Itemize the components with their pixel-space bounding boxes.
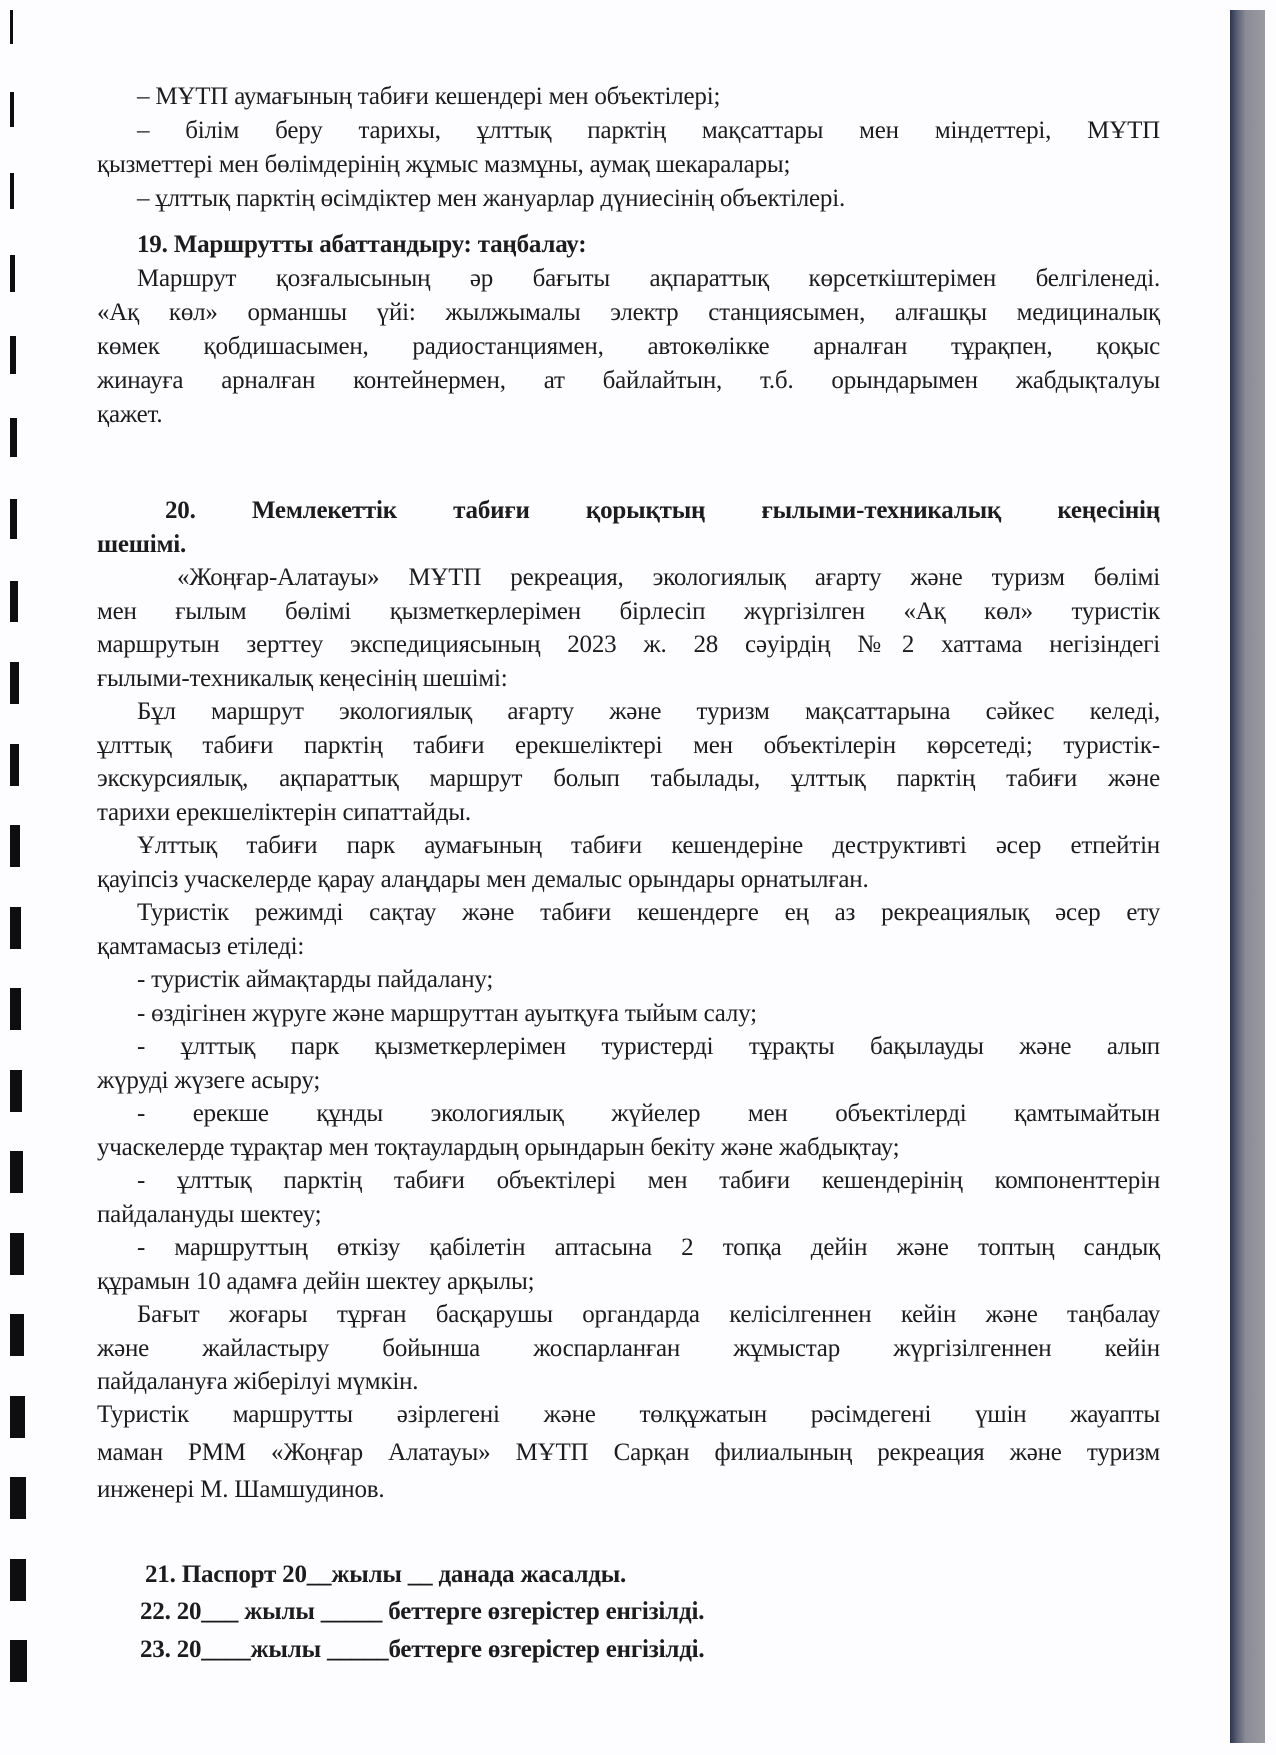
binding-hole	[10, 336, 16, 374]
paragraph-line: жүруді жүзеге асыру;	[97, 1067, 321, 1094]
paragraph-line: Ұлттық табиғи парк аумағының табиғи кешендеріне деструктивті әсер етпейтін	[137, 832, 1160, 859]
binding-hole	[10, 1070, 22, 1112]
binding-hole	[10, 662, 19, 704]
paragraph-line: қамтамасыз етіледі:	[97, 933, 305, 960]
paragraph-line: пайдалануды шектеу;	[97, 1201, 322, 1228]
binding-hole	[10, 1233, 24, 1275]
binding-hole	[10, 10, 13, 44]
passport-item-22: 22. 20___ жылы _____ беттерге өзгерістер енгізілді.	[140, 1598, 705, 1625]
paragraph-line: және жайластыру бойынша жоспарланған жұмыстар жүргізілгеннен кейін	[97, 1335, 1160, 1362]
binding-hole	[10, 581, 18, 622]
section-19-heading: 19. Маршрутты абаттандыру: таңбалау:	[137, 231, 587, 258]
paragraph-line: учаскелерде тұрақтар мен тоқтаулардың орындарын бекіту және жабдықтау;	[97, 1134, 900, 1161]
paragraph-line: - ұлттық парктің табиғи объектілері мен табиғи кешендерінің компоненттерін	[137, 1167, 1160, 1194]
paragraph-line: - маршруттың өткізу қабілетін аптасына 2 топқа дейін және топтың сандық	[137, 1234, 1160, 1261]
paragraph-line: маман РММ «Жоңғар Алатауы» МҰТП Сарқан филиалының рекреация және туризм	[97, 1439, 1160, 1466]
paragraph-line: мен ғылым бөлімі қызметкерлерімен бірлесіп жүргізілген «Ақ көл» туристік	[97, 598, 1160, 625]
paragraph-line: Бұл маршрут экологиялық ағарту және туризм мақсаттарына сәйкес келеді,	[137, 698, 1160, 725]
list-item: – ұлттық парктің өсімдіктер мен жануарлар дүниесінің объектілері.	[137, 185, 845, 212]
list-item-continuation: қызметтері мен бөлімдерінің жұмыс мазмұны, аумақ шекаралары;	[97, 151, 791, 178]
binding-hole	[10, 1559, 26, 1601]
binding-hole	[10, 499, 17, 539]
binding-hole	[10, 1477, 26, 1519]
binding-hole	[10, 988, 21, 1030]
paragraph-line: инженері М. Шамшудинов.	[97, 1476, 385, 1503]
paragraph-line: Туристік режимді сақтау және табиғи кешендерге ең аз рекреациялық әсер ету	[137, 899, 1160, 926]
paragraph-line: Туристік маршрутты әзірлегені және төлқұжатын рәсімдегені үшін жауапты	[97, 1401, 1160, 1428]
paragraph-line: «Ақ көл» орманшы үйі: жылжымалы электр станциясымен, алғашқы медициналық	[97, 299, 1160, 326]
paragraph-line: ұлттық табиғи парктің табиғи ерекшеліктері мен объектілерін көрсетеді; туристік-	[97, 732, 1160, 759]
paragraph-line: «Жоңғар-Алатауы» МҰТП рекреация, экологиялық ағарту және туризм бөлімі	[177, 564, 1160, 591]
scanner-edge-band	[1230, 10, 1265, 1743]
paragraph-line: жинауға арналған контейнермен, ат байлайтын, т.б. орындарымен жабдықталуы	[97, 367, 1160, 394]
paragraph-line: - ұлттық парк қызметкерлерімен туристерді тұрақты бақылауды және алып	[137, 1033, 1160, 1060]
paragraph-line: Бағыт жоғары тұрған басқарушы органдарда келісілгеннен кейін және таңбалау	[137, 1301, 1160, 1328]
section-20-heading-cont: шешімі.	[97, 531, 187, 558]
binding-hole	[10, 1151, 23, 1193]
binding-hole	[10, 418, 17, 457]
passport-item-23: 23. 20____жылы _____беттерге өзгерістер енгізілді.	[140, 1636, 705, 1663]
paragraph-line: маршрутын зерттеу экспедициясының 2023 ж. 28 сәуірдің №2 хаттама негізіндегі	[97, 631, 1160, 658]
paragraph-line: тарихи ерекшеліктерін сипаттайды.	[97, 799, 471, 826]
paragraph-line: қажет.	[97, 401, 163, 428]
binding-hole	[10, 92, 14, 127]
paragraph-line: экскурсиялық, ақпараттық маршрут болып табылады, ұлттық парктің табиғи және	[97, 765, 1160, 792]
binding-hole	[10, 255, 15, 292]
paragraph-line: құрамын 10 адамға дейін шектеу арқылы;	[97, 1268, 535, 1295]
paragraph-line: пайдалануға жіберілуі мүмкін.	[97, 1368, 419, 1395]
list-item: – МҰТП аумағының табиғи кешендері мен объектілері;	[137, 83, 721, 110]
binding-hole	[10, 744, 19, 786]
binding-hole	[10, 1396, 25, 1438]
binding-hole	[10, 907, 21, 949]
paragraph-line: ғылыми-техникалық кеңесінің шешімі:	[97, 665, 508, 692]
paragraph-line: Маршрут қозғалысының әр бағыты ақпараттық көрсеткіштерімен белгіленеді.	[137, 265, 1160, 292]
list-item: – білім беру тарихы, ұлттық парктің мақсаттары мен міндеттері, МҰТП	[137, 117, 1160, 144]
binding-hole	[10, 825, 20, 867]
paragraph-line: - ерекше құнды экологиялық жүйелер мен объектілерді қамтымайтын	[137, 1100, 1160, 1127]
section-20-heading: 20. Мемлекеттік табиғи қорықтың ғылыми-техникалық кеңесінің	[165, 497, 1160, 524]
passport-item-21: 21. Паспорт 20__жылы __ данада жасалды.	[145, 1561, 627, 1588]
paragraph-line: көмек қобдишасымен, радиостанциямен, автокөлікке арналған тұрақпен, қоқыс	[97, 333, 1160, 360]
binding-hole	[10, 173, 14, 209]
paragraph-line: қауіпсіз учаскелерде қарау алаңдары мен демалыс орындары орнатылған.	[97, 866, 869, 893]
binding-hole	[10, 1640, 27, 1682]
paragraph-line: - өздігінен жүруге және маршруттан ауытқуға тыйым салу;	[137, 1000, 757, 1027]
paragraph-line: - туристік аймақтарды пайдалану;	[137, 966, 494, 993]
binding-hole	[10, 1314, 24, 1356]
